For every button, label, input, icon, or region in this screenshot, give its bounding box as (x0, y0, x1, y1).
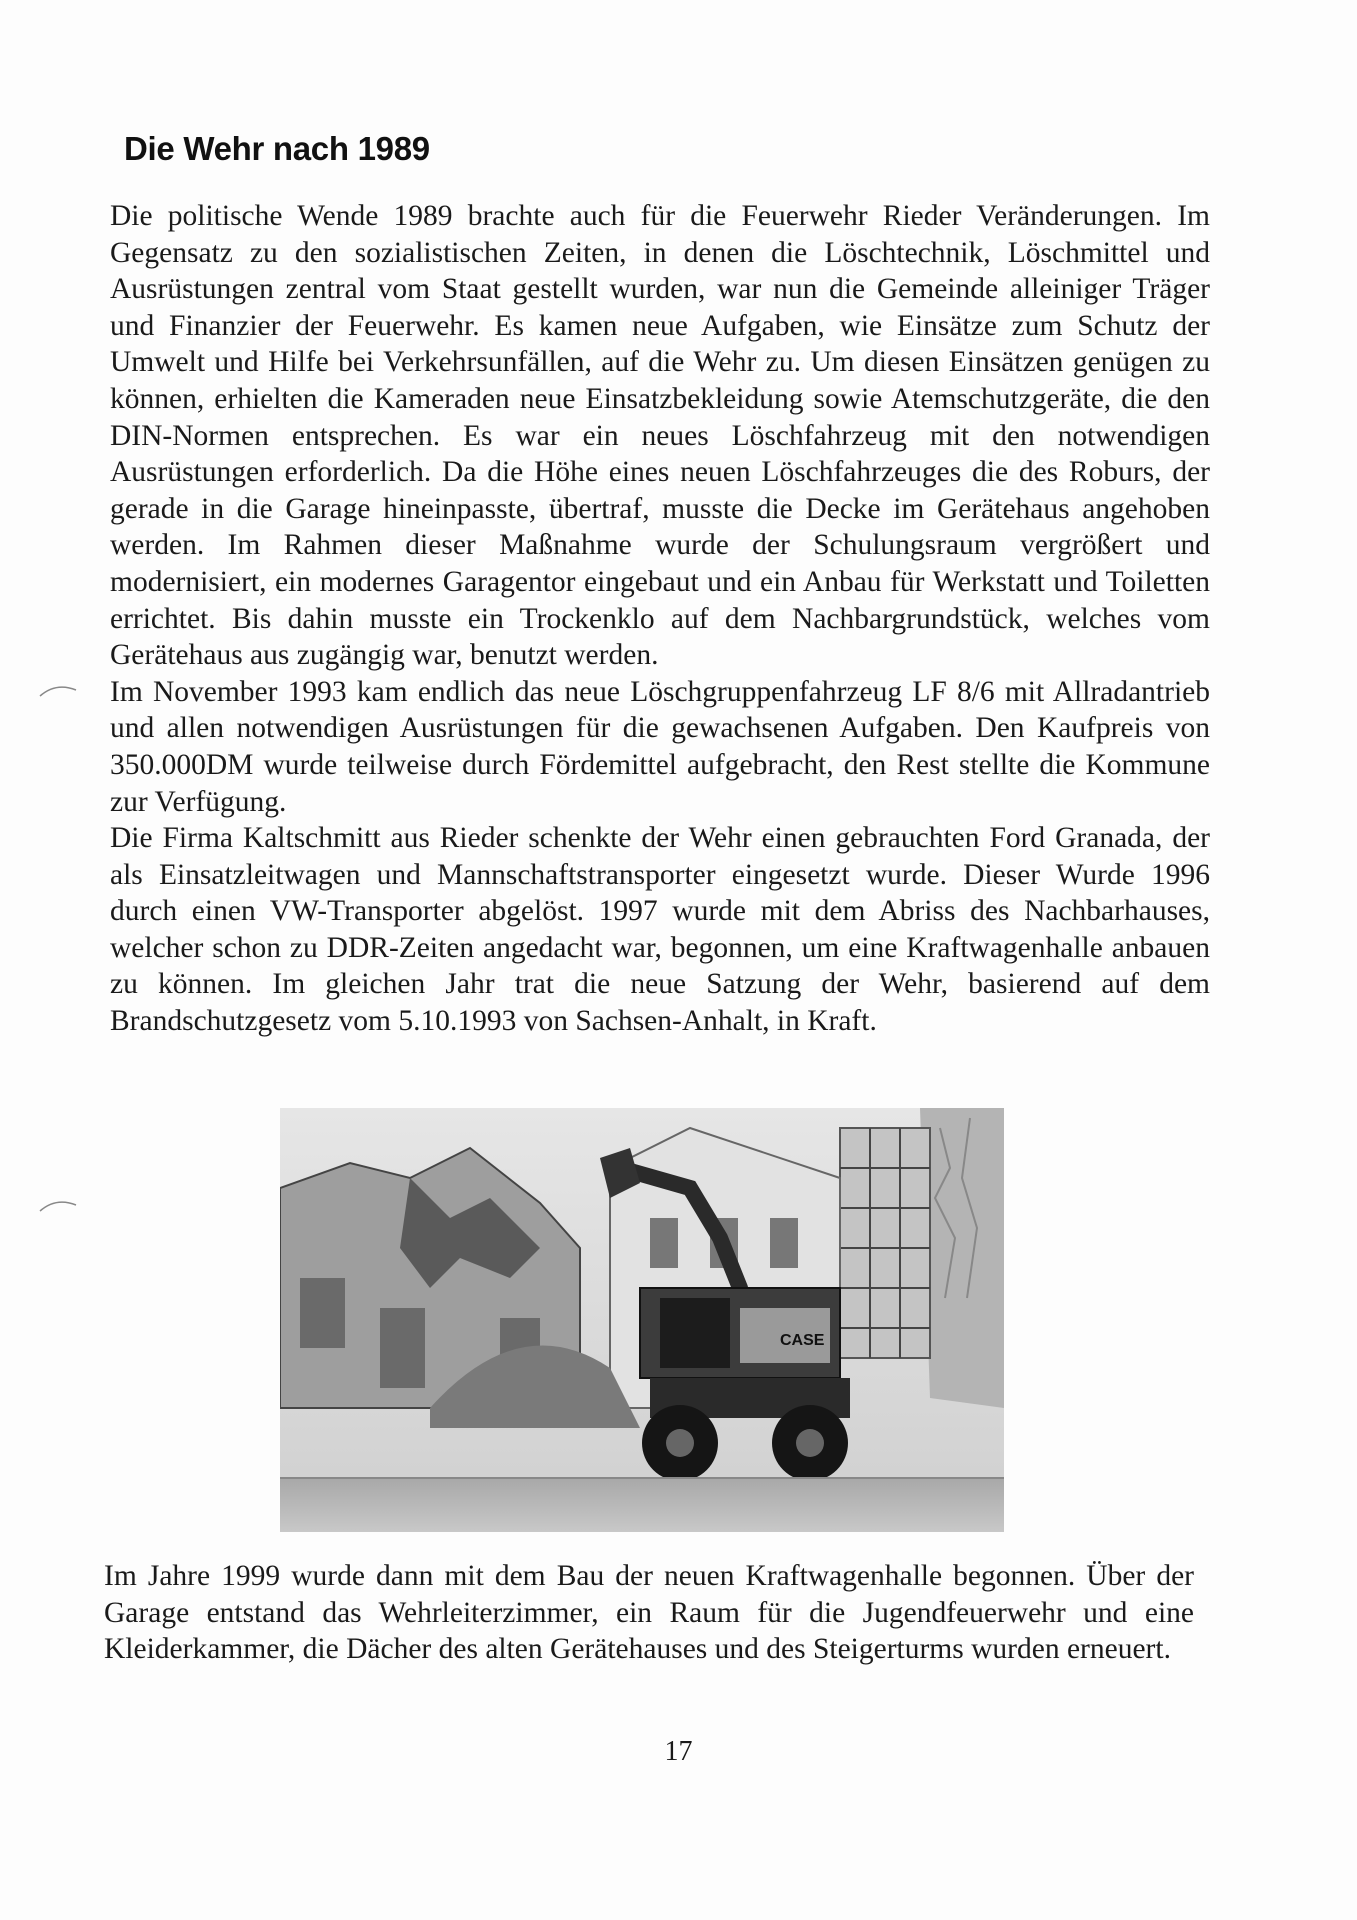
excavator-brand-label: CASE (780, 1332, 825, 1349)
page-number: 17 (664, 1736, 693, 1767)
bottom-text (104, 1558, 1194, 1668)
paragraph-2: Im November 1993 kam endlich das neue Löschgruppenfahrzeug LF 8/6 mit Allradantrieb und allen notwendigen Ausrüstungen für die gewachsenen Aufgaben. Den Kaufpreis von 350.000DM wurde teilweise durch Fördemittel aufgebracht, den Rest stellte die Kommune zur Verfügung. (110, 675, 1210, 818)
paragraph-4: Im Jahre 1999 wurde dann mit dem Bau der neuen Kraftwagenhalle begonnen. Über der Garage entstand das Wehrleiterzimmer, ein Raum für die Jugendfeuerwehr und eine Kleiderkammer, die Dächer des alten Gerätehauses und des Steigerturms wurden erneuert. (104, 1560, 1194, 1666)
demolition-photo-illustration (280, 1108, 1004, 1532)
paragraph-3: Die Firma Kaltschmitt aus Rieder schenkte der Wehr einen gebrauchten Ford Granada, der als Einsatzleitwagen und Mannschaftstransporter eingesetzt wurde. Dieser Wurde 1996 durch einen VW-Transporter abgelöst. 1997 wurde mit dem Abriss des Nachbarhauses, welcher schon zu DDR-Zeiten angedacht war, begonnen, um eine Kraftwagenhalle anbauen zu können. Im gleichen Jahr trat die neue Satzung der Wehr, basierend auf dem Brandschutzgesetz vom 5.10.1993 von Sachsen-Anhalt, in Kraft. (110, 822, 1210, 1038)
scan-margin-mark (38, 680, 78, 700)
paragraph-1: Die politische Wende 1989 brachte auch für die Feuerwehr Rieder Veränderungen. Im Gegensatz zu den sozialistischen Zeiten, in denen die Löschtechnik, Löschmittel und Ausrüstungen zentral vom Staat gestellt wurden, war nun die Gemeinde alleiniger Träger und Finanzier der Feuerwehr. Es kamen neue Aufgaben, wie Einsätze zum Schutz der Umwelt und Hilfe bei Verkehrsunfällen, auf die Wehr zu. Um diesen Einsätzen genügen zu können, erhielten die Kameraden neue Einsatzbekleidung sowie Atemschutzgeräte, die den DIN-Normen entsprechen. Es war ein neues Löschfahrzeug mit den notwendigen Ausrüstungen erforderlich. Da die Höhe eines neuen Löschfahrzeuges die des Roburs, der gerade in die Garage hineinpasste, übertraf, musste die Decke im Gerätehaus angehoben werden. Im Rahmen dieser Maßnahme wurde der Schulungsraum vergrößert und modernisiert, ein modernes Garagentor eingebaut und ein Anbau für Werkstatt und Toiletten errichtet. Bis dahin musste ein Trockenklo auf dem Nachbargrundstück, welches vom Gerätehaus aus zugängig war, benutzt werden. (110, 200, 1210, 672)
scan-margin-mark (38, 1195, 78, 1215)
demolition-photo (280, 1108, 1004, 1532)
main-text (110, 198, 1210, 1040)
section-heading: Die Wehr nach 1989 (124, 130, 430, 167)
